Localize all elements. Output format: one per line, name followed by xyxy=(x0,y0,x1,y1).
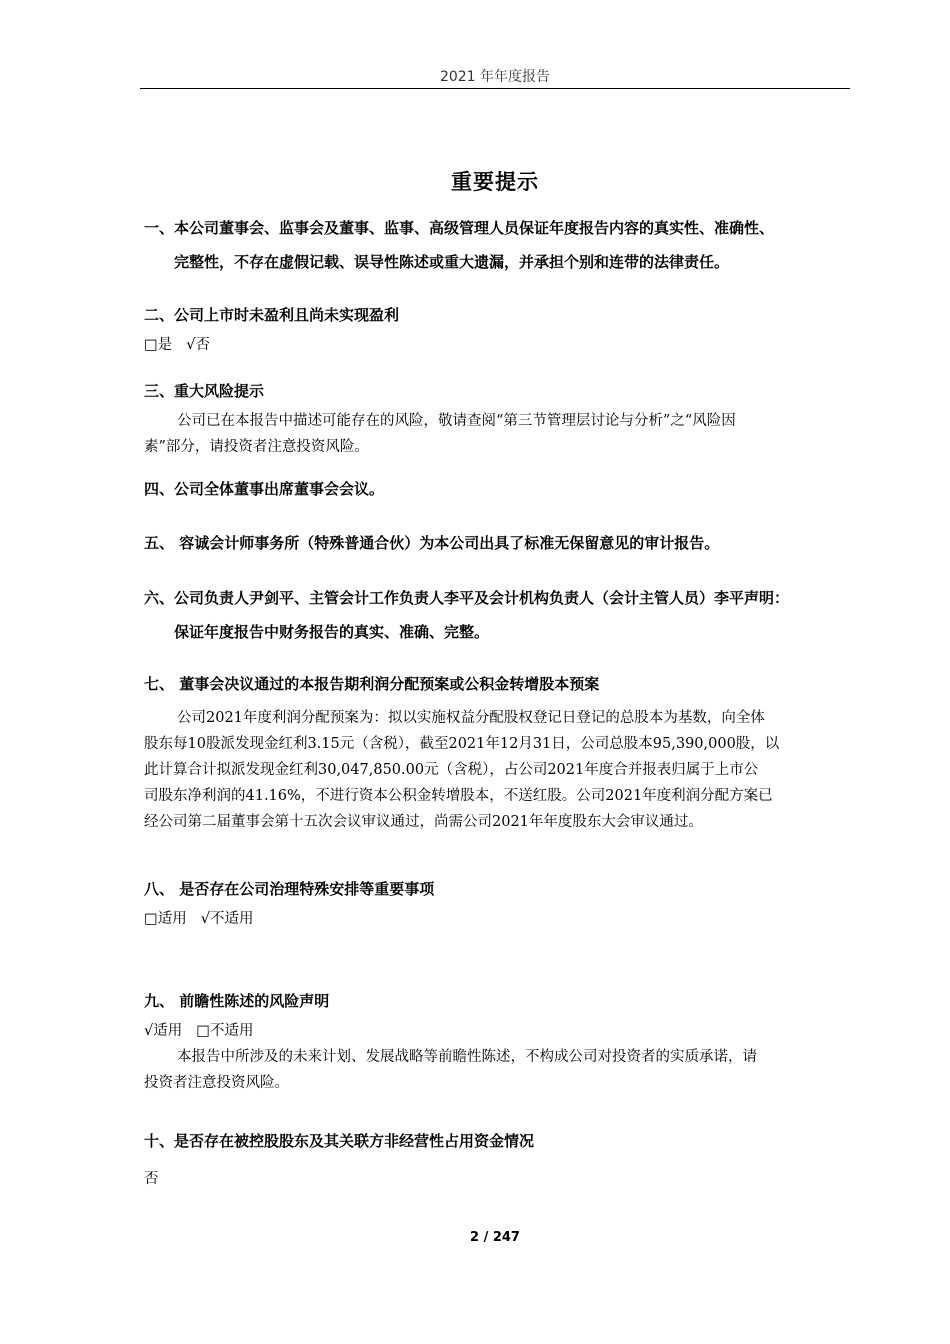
section-1-line-2: 完整性，不存在虚假记载、误导性陈述或重大遗漏，并承担个别和连带的法律责任。 xyxy=(174,253,730,271)
section-7-paragraph xyxy=(144,705,856,835)
section-1 xyxy=(144,211,856,279)
section-2-options xyxy=(144,332,856,358)
page-number: 2 / 247 xyxy=(470,1230,520,1245)
section-8 xyxy=(144,872,856,932)
section-3 xyxy=(144,374,856,460)
option-not-applicable-checkbox: √不适用 xyxy=(200,911,254,927)
section-6-line-1: 六、公司负责人尹剑平、主管会计工作负责人李平及会计机构负责人（会计主管人员）李平声明： xyxy=(144,589,790,607)
section-8-heading: 八、 是否存在公司治理特殊安排等重要事项 xyxy=(144,880,435,898)
section-7-heading: 七、 董事会决议通过的本报告期利润分配预案或公积金转增股本预案 xyxy=(144,675,600,693)
section-10 xyxy=(144,1124,856,1192)
section-5 xyxy=(144,526,856,560)
section-7-line-5: 经公司第二届董事会第十五次会议审议通过，尚需公司2021年年度股东大会审议通过。 xyxy=(144,814,703,830)
section-7 xyxy=(144,667,856,835)
section-10-heading: 十、是否存在被控股股东及其关联方非经营性占用资金情况 xyxy=(144,1132,535,1150)
page-title: 重要提示 xyxy=(451,170,539,194)
option-not-applicable-checkbox: □不适用 xyxy=(196,1023,254,1039)
option-applicable-checkbox: √适用 xyxy=(144,1023,183,1039)
option-yes-checkbox: □是 xyxy=(144,337,173,353)
section-9-paragraph xyxy=(144,1044,856,1096)
section-9-line-1: 本报告中所涉及的未来计划、发展战略等前瞻性陈述，不构成公司对投资者的实质承诺，请 xyxy=(177,1049,757,1065)
section-9 xyxy=(144,984,856,1096)
section-7-line-2: 股东每10股派发现金红利3.15元（含税），截至2021年12月31日，公司总股本95,390,000股，以 xyxy=(144,736,780,752)
section-9-options xyxy=(144,1018,856,1044)
section-5-heading: 五、 容诚会计师事务所（特殊普通合伙）为本公司出具了标准无保留意见的审计报告。 xyxy=(144,534,720,552)
section-9-heading: 九、 前瞻性陈述的风险声明 xyxy=(144,992,330,1010)
section-7-line-1: 公司2021年度利润分配预案为：拟以实施权益分配股权登记日登记的总股本为基数，向全体 xyxy=(177,710,765,726)
section-10-answer: 否 xyxy=(144,1171,159,1187)
section-1-line-1: 一、本公司董事会、监事会及董事、监事、高级管理人员保证年度报告内容的真实性、准确性、 xyxy=(144,219,775,237)
section-2-heading: 二、公司上市时未盈利且尚未实现盈利 xyxy=(144,306,400,324)
option-no-checkbox: √否 xyxy=(186,337,210,353)
section-4 xyxy=(144,472,856,506)
section-3-heading: 三、重大风险提示 xyxy=(144,382,265,400)
section-7-line-4: 司股东净利润的41.16%，不进行资本公积金转增股本，不送红股。公司2021年度利润分配方案已 xyxy=(144,788,773,804)
option-applicable-checkbox: □适用 xyxy=(144,911,187,927)
section-2 xyxy=(144,298,856,358)
header-divider xyxy=(140,88,850,89)
section-3-line-1: 公司已在本报告中描述可能存在的风险，敬请查阅“第三节管理层讨论与分析”之“风险因 xyxy=(177,413,736,429)
section-6-line-2: 保证年度报告中财务报告的真实、准确、完整。 xyxy=(174,623,490,641)
running-header: 2021 年年度报告 xyxy=(439,69,551,85)
section-9-line-2: 投资者注意投资风险。 xyxy=(144,1075,289,1091)
section-8-options xyxy=(144,906,856,932)
section-3-paragraph xyxy=(144,408,856,460)
section-7-line-3: 此计算合计拟派发现金红利30,047,850.00元（含税），占公司2021年度合并报表归属于上市公 xyxy=(144,762,759,778)
section-4-heading: 四、公司全体董事出席董事会会议。 xyxy=(144,480,385,498)
section-6 xyxy=(144,581,856,649)
section-3-line-2: 素”部分，请投资者注意投资风险。 xyxy=(144,439,369,455)
